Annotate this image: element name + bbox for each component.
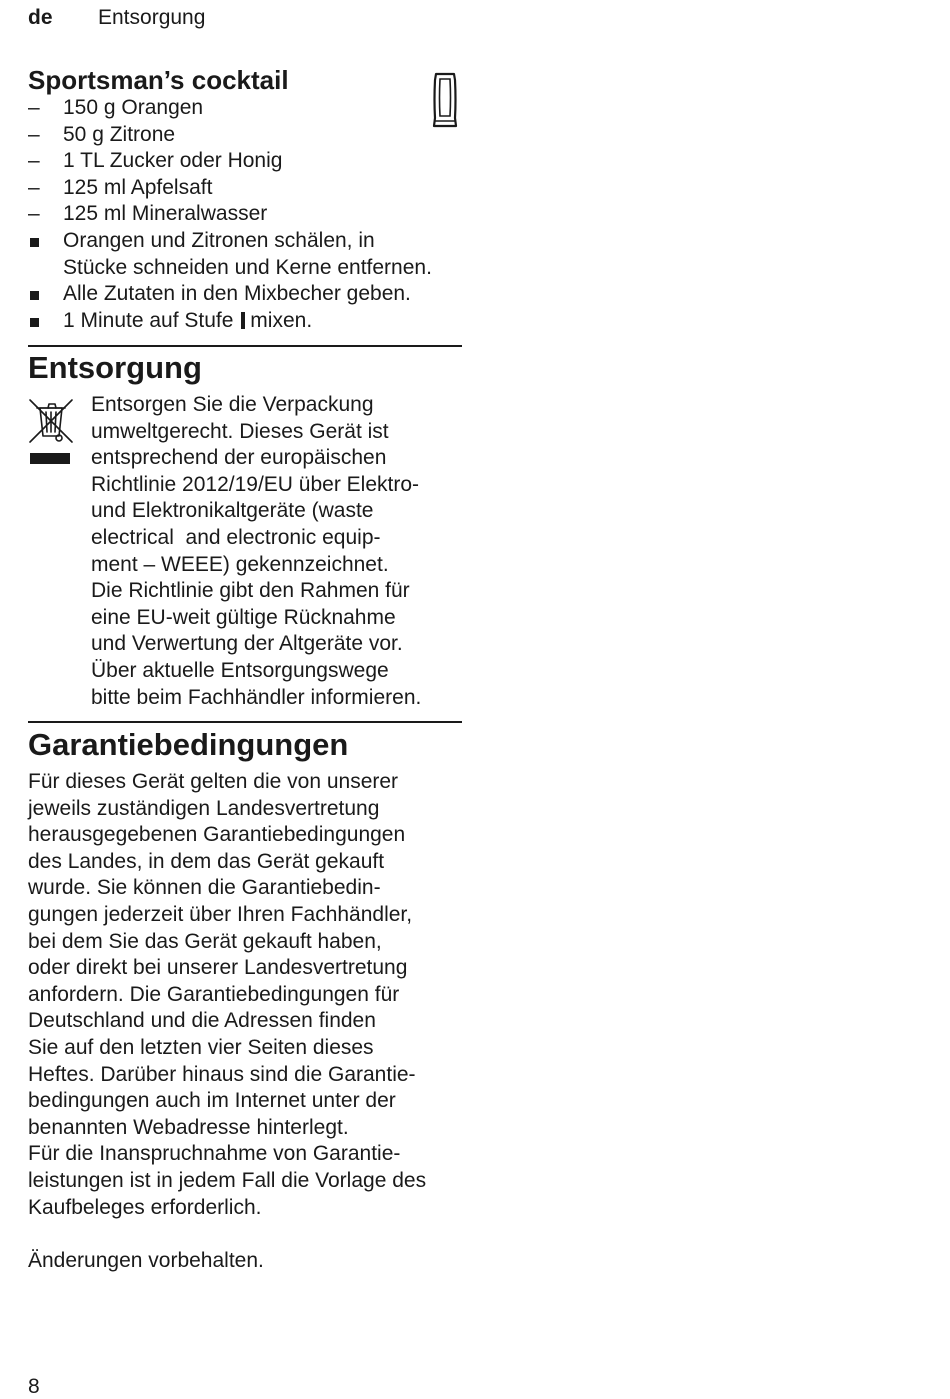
recipe-title: Sportsman’s cocktail [28,65,289,95]
step-item: 1 Minute auf Stufe mixen. [28,308,432,335]
step-item-continued: Stücke schneiden und Kerne entfernen. [63,255,432,279]
ingredient-item: – 125 ml Mineralwasser [28,202,268,226]
page-number: 8 [28,1375,40,1398]
blender-jug-icon [430,70,460,130]
weee-bar-icon [30,453,70,464]
speed-level-1-icon [241,312,245,329]
running-header-section: Entsorgung [98,6,206,29]
language-code: de [28,6,53,29]
recipe-list [28,95,432,334]
ingredient-item: – 150 g Orangen [28,96,204,119]
warranty-title: Garantiebedingungen [28,727,349,762]
crossed-out-wheelie-bin-icon [28,398,74,444]
step-item: Alle Zutaten in den Mixbecher geben. [28,281,432,308]
step-item: Orangen und Zitronen schälen, in [28,228,432,255]
ingredient-item: – 1 TL Zucker oder Honig [28,149,283,173]
changes-note: Änderungen vorbehalten. [28,1249,264,1272]
warranty-text: Für dieses Gerät gelten die von unserer jeweils zuständigen Landesvertretung herausgegebenen Garantiebedingungen des Landes, in dem das Gerät gekauft wurde. Sie können die Garantiebedin- gungen jederzeit über Ihren Fachhändler, bei dem Sie das Gerät gekauft haben, oder direkt bei unserer Landesvertretung anfordern. Die Garantiebedingungen für Deutschland und die Adressen finden Sie auf den letzten vier Seiten dieses Heftes. Darüber hinaus sind die Garantie- bedingungen auch im Internet unter der benannten Webadresse hinterlegt. Für die Inanspruchnahme von Garantie- leistungen ist in jedem Fall die Vorlage des Kaufbeleges erforderlich. [28,770,427,1219]
square-bullet-icon [30,318,39,327]
ingredient-item: – 50 g Zitrone [28,122,176,146]
section-divider [28,345,462,347]
disposal-title: Entsorgung [28,350,202,385]
square-bullet-icon [30,291,39,300]
ingredient-item: – 125 ml Apfelsaft [28,175,213,199]
disposal-text: Entsorgen Sie die Verpackung umweltgerecht. Dieses Gerät ist entsprechend der europäischen Richtlinie 2012/19/EU über Elektro- und Elektronikaltgeräte (waste electrical and electronic equip- ment – WEEE) gekennzeichnet. Die Richtlinie gibt den Rahmen für eine EU-weit gültige Rücknahme und Verwertung der Altgeräte vor. Über aktuelle Entsorgungswege bitte beim Fachhändler informieren. [91,393,422,709]
section-divider [28,721,462,723]
square-bullet-icon [30,238,39,247]
